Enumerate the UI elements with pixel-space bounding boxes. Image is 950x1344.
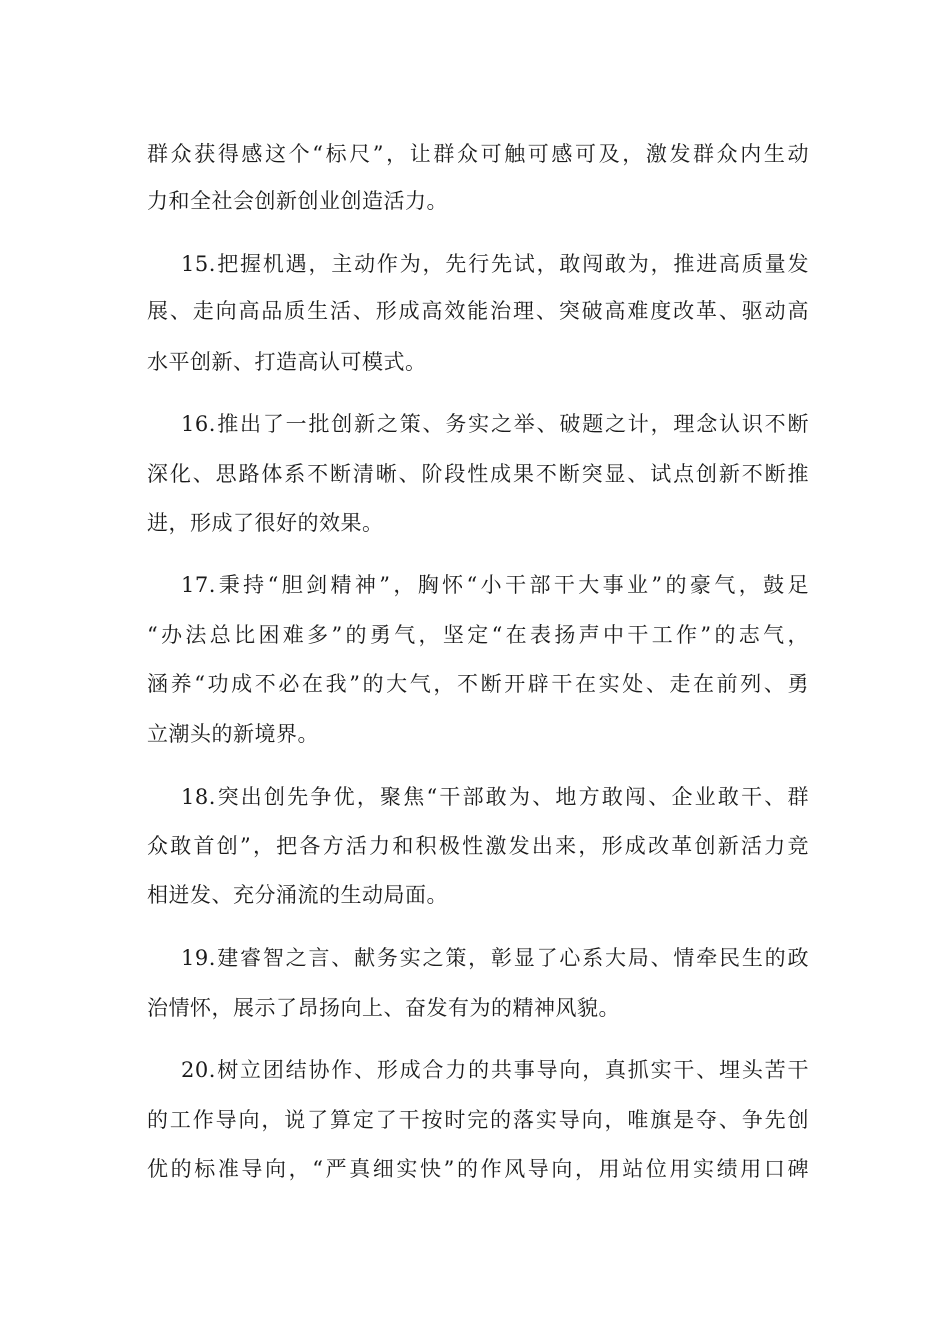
text-line: 涵养“功成不必在我”的大气，不断开辟干在实处、走在前列、勇	[147, 672, 809, 696]
text-line: 众敢首创”，把各方活力和积极性激发出来，形成改革创新活力竞	[147, 834, 809, 858]
text-line: 进，形成了很好的效果。	[147, 511, 384, 535]
text-line: 治情怀，展示了昂扬向上、奋发有为的精神风貌。	[147, 996, 620, 1020]
text-line: 15.把握机遇，主动作为，先行先试，敢闯敢为，推进高质量发	[181, 252, 809, 276]
text-line: 17.秉持“胆剑精神”，胸怀“小干部干大事业”的豪气，鼓足	[181, 573, 809, 597]
text-line: 水平创新、打造高认可模式。	[147, 350, 427, 374]
text-line: 19.建睿智之言、献务实之策，彰显了心系大局、情牵民生的政	[181, 946, 809, 970]
text-line: 深化、思路体系不断清晰、阶段性成果不断突显、试点创新不断推	[147, 462, 809, 486]
text-line: 的工作导向，说了算定了干按时完的落实导向，唯旗是夺、争先创	[147, 1108, 809, 1132]
text-line: 力和全社会创新创业创造活力。	[147, 189, 448, 213]
text-line: 群众获得感这个“标尺”，让群众可触可感可及，激发群众内生动	[147, 142, 809, 166]
text-line: “办法总比困难多”的勇气，坚定“在表扬声中干工作”的志气，	[147, 623, 809, 647]
text-line: 展、走向高品质生活、形成高效能治理、突破高难度改革、驱动高	[147, 299, 809, 323]
text-line: 18.突出创先争优，聚焦“干部敢为、地方敢闯、企业敢干、群	[181, 785, 809, 809]
text-line: 优的标准导向，“严真细实快”的作风导向，用站位用实绩用口碑	[147, 1157, 809, 1181]
text-line: 相迸发、充分涌流的生动局面。	[147, 883, 448, 907]
text-line: 16.推出了一批创新之策、务实之举、破题之计，理念认识不断	[181, 412, 809, 436]
text-line: 20.树立团结协作、形成合力的共事导向，真抓实干、埋头苦干	[181, 1058, 809, 1082]
text-line: 立潮头的新境界。	[147, 722, 319, 746]
